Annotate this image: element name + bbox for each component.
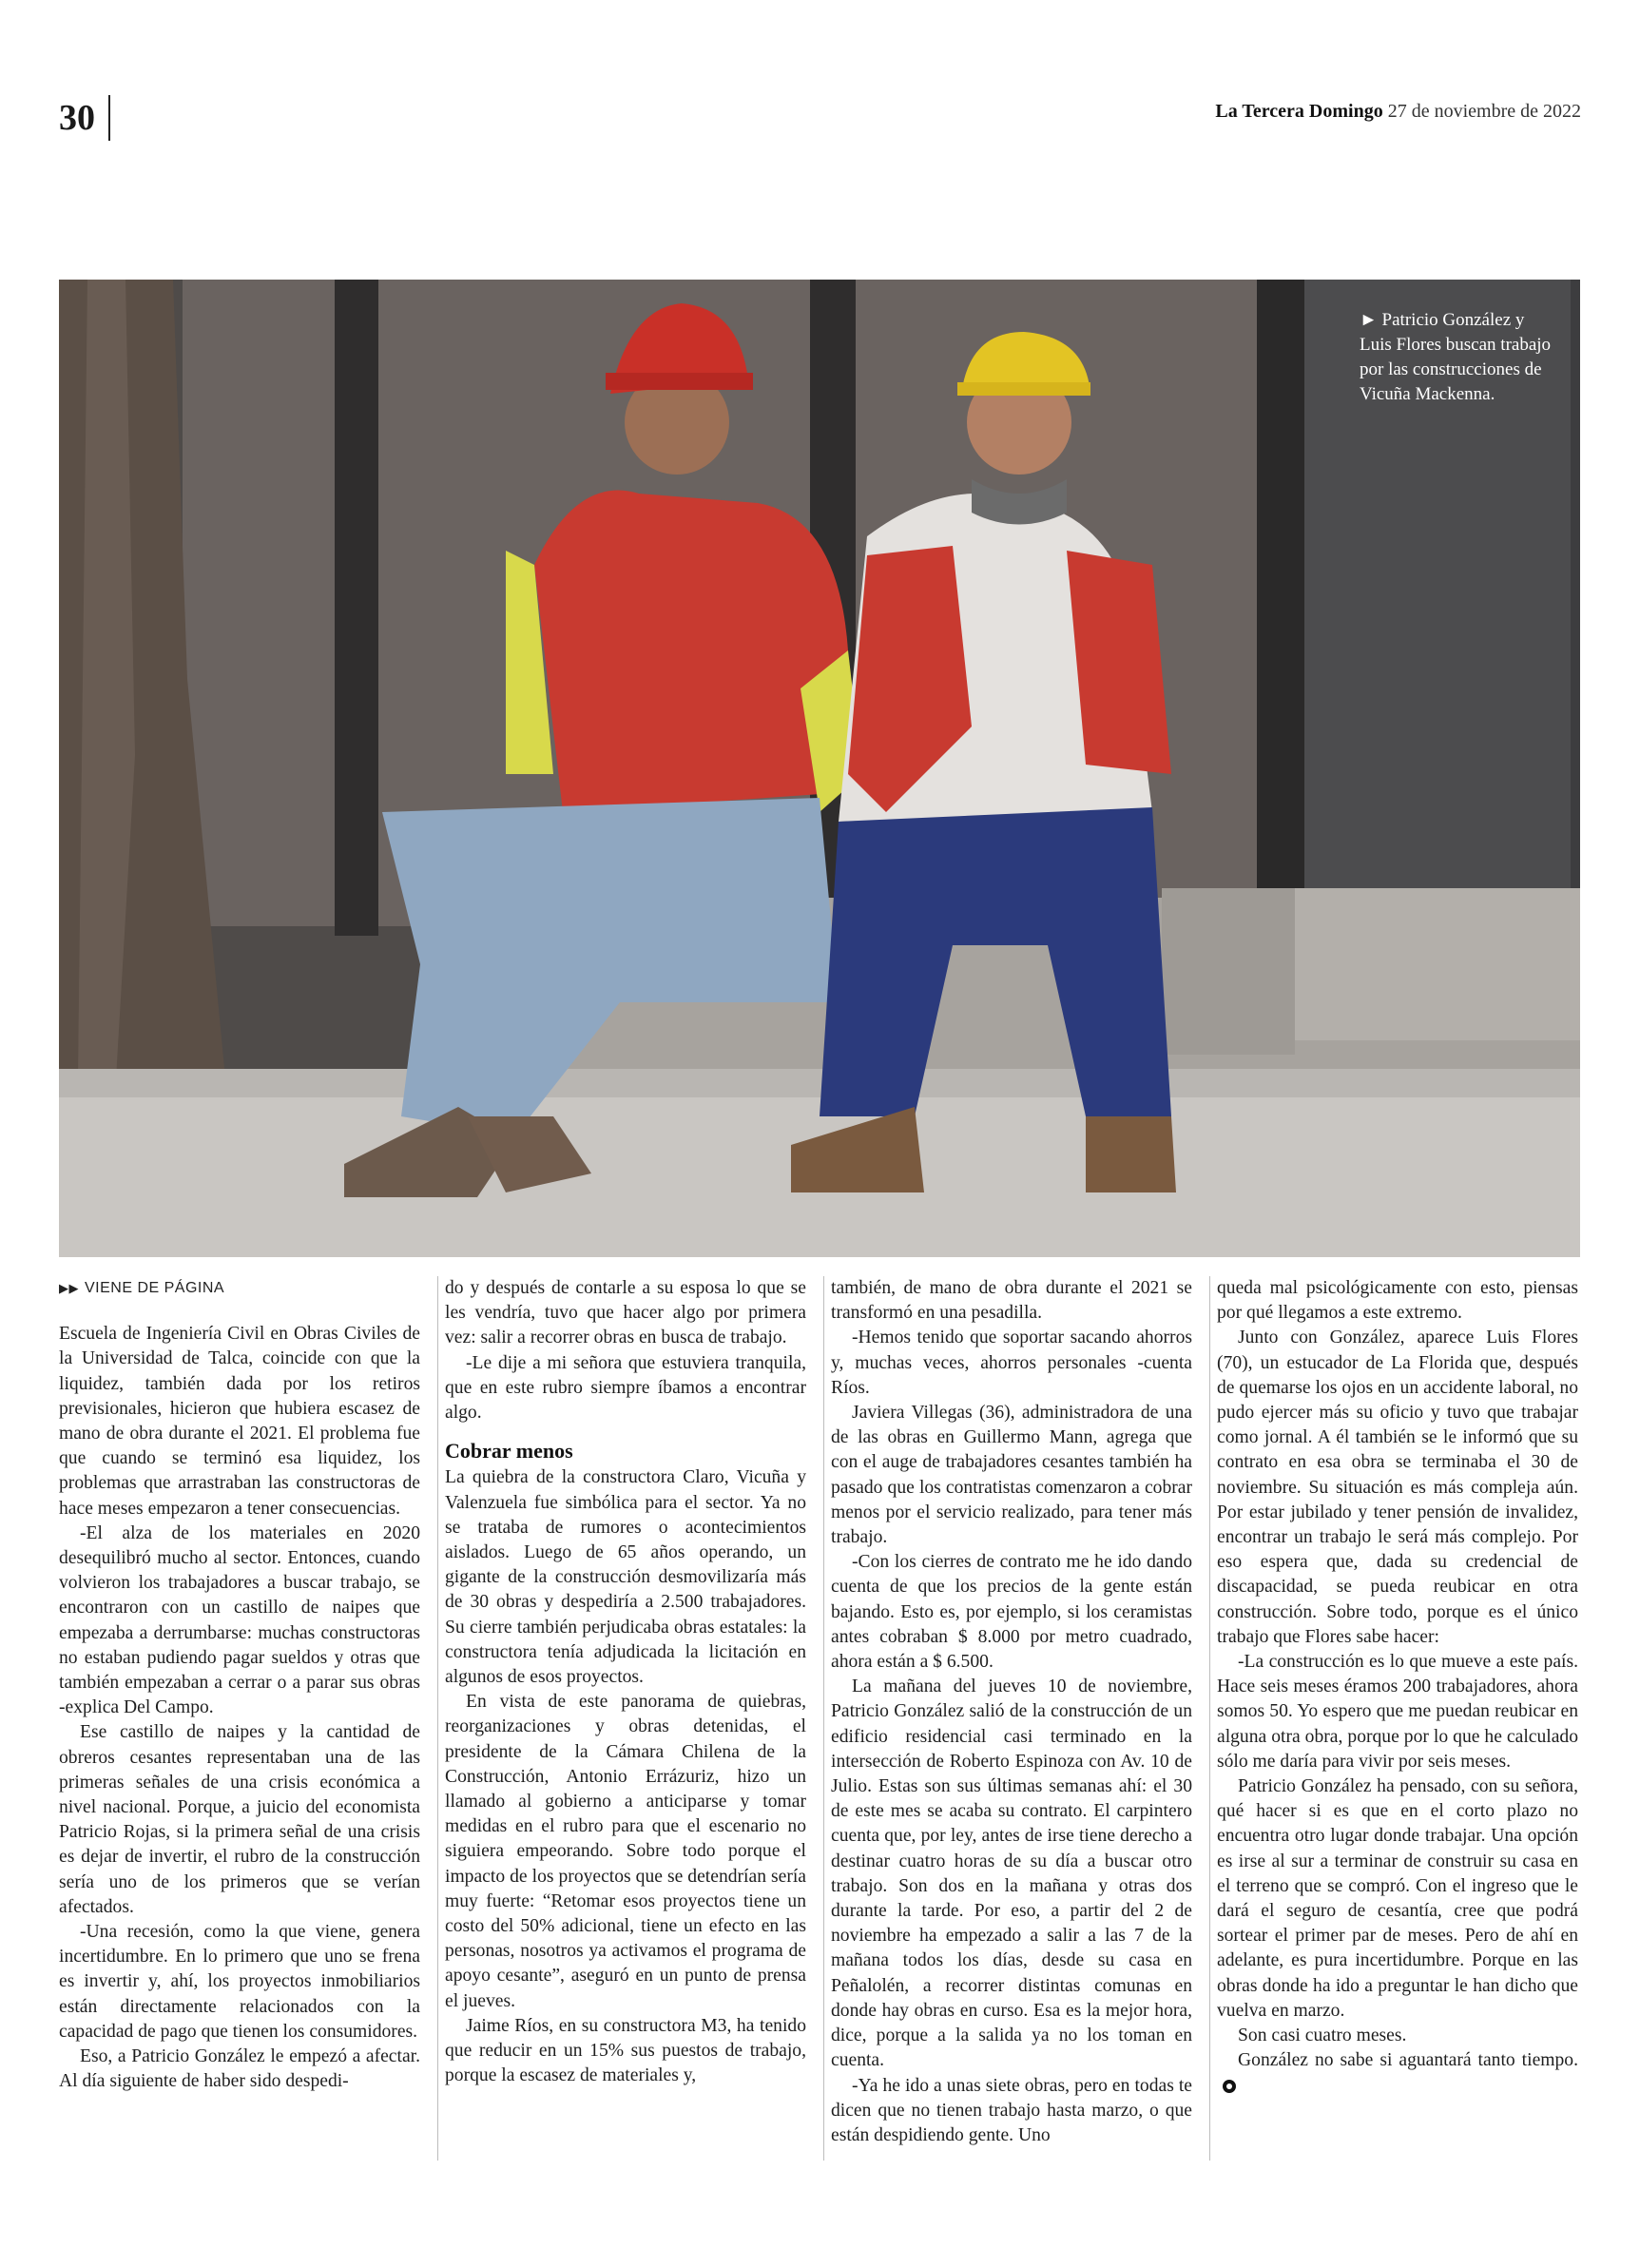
paragraph: -Hemos tenido que soportar sacando ahorros y, muchas veces, ahorros personales -cuenta Ríos. <box>831 1328 1192 1398</box>
article-photo <box>59 280 1580 1257</box>
publication-date: 27 de noviembre de 2022 <box>1387 101 1581 122</box>
paragraph: Jaime Ríos, en su constructora M3, ha tenido que reducir en un 15% sus puestos de trabajo, porque la escasez de materiales y, <box>445 2015 806 2086</box>
paragraph: -La construcción es lo que mueve a este país. Hace seis meses éramos 200 trabajadores, ahora somos 50. Yo espero que me puedan reubicar en alguna otra obra, porque por lo que he calculado sólo me daría para vivir por seis meses. <box>1217 1652 1578 1772</box>
photo-caption: ► Patricio González y Luis Flores buscan trabajo por las construcciones de Vicuña Mackenna. <box>1360 310 1552 404</box>
last-paragraph: González no sabe si aguantará tanto tiempo. <box>1217 2048 1578 2098</box>
article-column-4 <box>1217 1276 1578 2170</box>
paragraph: -El alza de los materiales en 2020 desequilibró mucho al sector. Entonces, cuando volvieron los trabajadores a buscar trabajo, se encontraron con un castillo de naipes que empezaba a derrumbarse: muchas constructoras no estaban pudiendo pagar sueldos y otras que también empezaban a cerrar o a parar sus obras -explica Del Campo. <box>59 1522 420 1718</box>
article-column-3 <box>831 1276 1192 2170</box>
masthead <box>1215 101 1581 123</box>
page-number: 30 <box>59 95 110 141</box>
article-column-1 <box>59 1276 420 2170</box>
paragraph: -Le dije a mi señora que estuviera tranquila, que en este rubro siempre íbamos a encontrar algo. <box>445 1352 806 1424</box>
workers-photo-illustration <box>59 280 1580 1257</box>
paragraph: -Con los cierres de contrato me he ido dando cuenta de que los precios de la gente están bajando. Esto es, por ejemplo, si los ceramistas antes cobraban $ 8.000 por metro cuadrado, ahora están a $ 6.500. <box>831 1552 1192 1673</box>
article-column-2 <box>445 1276 806 2170</box>
continued-from-kicker: ▶▶ VIENE DE PÁGINA <box>59 1280 225 1296</box>
paragraph: también, de mano de obra durante el 2021 se transformó en una pesadilla. <box>831 1278 1192 1324</box>
page-header <box>59 95 1581 148</box>
article-body <box>59 1276 1580 2170</box>
column-divider <box>823 1276 824 2161</box>
paragraph: Escuela de Ingeniería Civil en Obras Civiles de la Universidad de Talca, coincide con que la liquidez, también dada por los retiros previsionales, hicieron que hubiera escasez de mano de obra durante el 2021. El problema fue que cuando se terminó esa liquidez, los problemas que arrastraban las constructoras de hace meses empezaron a tener consecuencias. <box>59 1324 420 1519</box>
paragraph: La mañana del jueves 10 de noviembre, Patricio González salió de la construcción de un edificio residencial casi terminado en la intersección de Roberto Espinoza con Av. 10 de Julio. Estas son sus últimas semanas ahí: el 30 de este mes se acaba su contrato. El carpintero cuenta que, por ley, antes de irse tiene derecho a destinar cuatro horas de su día a buscar otro trabajo. Son dos en la mañana y otras dos durante la tarde. Por eso, a partir del 2 de noviembre ha empezado a salir a las 7 de la mañana todos los días, desde su casa en Peñalolén, a recorrer distintas comunas en donde hay obras en curso. Esa es la mejor hora, dice, porque a la salida ya no los toman en cuenta. <box>831 1677 1192 2071</box>
paragraph: En vista de este panorama de quiebras, reorganizaciones y obras detenidas, el presidente de la Cámara Chilena de la Construcción, Antonio Errázuriz, hizo un llamado al gobierno a anticiparse y tomar medidas en el rubro para que el escenario no siguiera empeorando. Sobre todo porque el impacto de los proyectos que se detendrían sería muy fuerte: “Retomar esos proyectos tiene un costo del 50% adicional, tiene un efecto en las personas, nosotros ya activamos el programa de apoyo cesante”, aseguró en un punto de prensa el jueves. <box>445 1692 806 2011</box>
end-of-article-icon <box>1223 2080 1236 2093</box>
double-arrow-icon: ▶▶ <box>59 1281 79 1295</box>
column-divider <box>1209 1276 1210 2161</box>
paragraph: Eso, a Patricio González le empezó a afectar. Al día siguiente de haber sido despedi- <box>59 2046 420 2092</box>
paragraph: -Una recesión, como la que viene, genera incertidumbre. En lo primero que uno se frena es invertir y, ahí, los proyectos inmobiliarios están directamente relacionados con la capacidad de pago que tienen los consumidores. <box>59 1922 420 2042</box>
paragraph: Son casi cuatro meses. <box>1238 2026 1407 2046</box>
paragraph: -Ya he ido a unas siete obras, pero en todas te dicen que no tienen trabajo hasta marzo, o que están despidiendo gente. Uno <box>831 2075 1192 2145</box>
paragraph: Junto con González, aparece Luis Flores (70), un estucador de La Florida que, después de quemarse los ojos en un accidente laboral, no pudo ejercer más su oficio y tuvo que trabajar como jornal. A él también se le informó que su contrato en esa obra se terminaba el 30 de noviembre. Su situación es más compleja aún. Por estar jubilado y tener pensión de invalidez, encontrar un trabajo le será más complejo. Por eso espera que, dada su credencial de discapacidad, se pueda reubicar en otra construcción. Sobre todo, porque es el único trabajo que Flores sabe hacer: <box>1217 1328 1578 1647</box>
paragraph: Ese castillo de naipes y la cantidad de obreros cesantes representaban una de las primeras señales de una crisis económica a nivel nacional. Porque, a juicio del economista Patricio Rojas, si la primera señal de una crisis es dejar de invertir, el rubro de la construcción sería uno de los primeros que se verían afectados. <box>59 1722 420 1917</box>
paragraph: La quiebra de la constructora Claro, Vicuña y Valenzuela fue simbólica para el sector. Ya no se trataba de rumores o acontecimientos aislados. Luego de 65 años operando, un gigante de la construcción desmovilizaría más de 30 obras y despediría a 2.500 trabajadores. Su cierre también perjudicaba obras estatales: la constructora tenía adjudicada la licitación en algunos de esos proyectos. <box>445 1467 806 1688</box>
paragraph: Javiera Villegas (36), administradora de una de las obras en Guillermo Mann, agrega que con el auge de trabajadores cesantes también ha pasado que los contratistas comenzaron a cobrar menos por el servicio realizado, para tener más trabajo. <box>831 1403 1192 1548</box>
column-divider <box>437 1276 438 2161</box>
paragraph: Patricio González ha pensado, con su señora, qué hacer si es que en el corto plazo no encuentra otro lugar donde trabajar. Una opción es irse al sur a terminar de construir su casa en el terreno que se compró. Con el ingreso que le dará el seguro de cesantía, cree que podrá sortear el primer par de meses. Pero de ahí en adelante, es pura incertidumbre. Porque en las obras donde ha ido a preguntar le han dicho que vuelva en marzo. <box>1217 1776 1578 2021</box>
section-subhead: Cobrar menos <box>445 1439 573 1464</box>
publication-name: La Tercera Domingo <box>1215 101 1383 122</box>
paragraph: queda mal psicológicamente con esto, piensas por qué llegamos a este extremo. <box>1217 1278 1578 1324</box>
paragraph: do y después de contarle a su esposa lo que se les vendría, tuvo que hacer algo por primera vez: salir a recorrer obras en busca de trabajo. <box>445 1278 806 1348</box>
